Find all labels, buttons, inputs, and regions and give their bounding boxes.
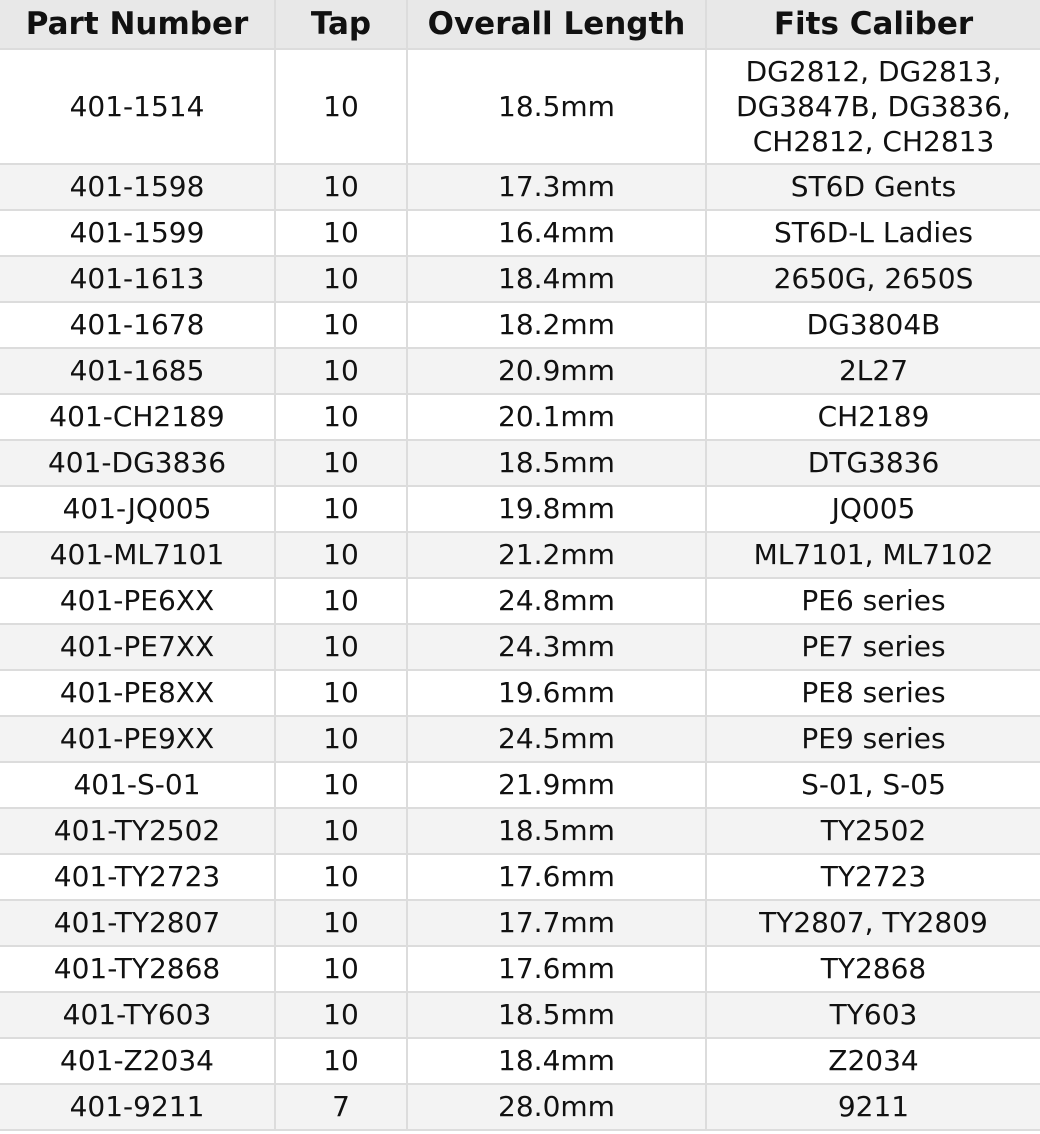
overall-length-cell: 18.5mm — [407, 440, 706, 486]
table-row — [0, 1038, 1040, 1084]
table-row — [0, 992, 1040, 1038]
fits-caliber-cell: TY603 — [706, 992, 1040, 1038]
overall-length-cell: 18.2mm — [407, 302, 706, 348]
table-body — [0, 49, 1040, 1130]
overall-length-cell: 24.5mm — [407, 716, 706, 762]
part-number-cell: 401-PE6XX — [0, 578, 275, 624]
part-number-cell: 401-1599 — [0, 210, 275, 256]
part-number-cell: 401-CH2189 — [0, 394, 275, 440]
overall-length-cell: 24.3mm — [407, 624, 706, 670]
overall-length-cell: 16.4mm — [407, 210, 706, 256]
table-row — [0, 532, 1040, 578]
table-row — [0, 49, 1040, 164]
part-number-cell: 401-1613 — [0, 256, 275, 302]
table-row — [0, 946, 1040, 992]
part-number-cell: 401-TY2723 — [0, 854, 275, 900]
overall-length-cell: 21.9mm — [407, 762, 706, 808]
tap-cell: 10 — [275, 394, 407, 440]
fits-caliber-cell: JQ005 — [706, 486, 1040, 532]
fits-caliber-cell: ST6D-L Ladies — [706, 210, 1040, 256]
fits-caliber-cell: TY2807, TY2809 — [706, 900, 1040, 946]
table-row — [0, 578, 1040, 624]
part-number-cell: 401-JQ005 — [0, 486, 275, 532]
part-number-cell: 401-PE9XX — [0, 716, 275, 762]
table-row — [0, 854, 1040, 900]
tap-cell: 10 — [275, 532, 407, 578]
table-row — [0, 900, 1040, 946]
table-header — [0, 0, 1040, 49]
part-number-cell: 401-9211 — [0, 1084, 275, 1130]
overall-length-cell: 19.8mm — [407, 486, 706, 532]
tap-cell: 10 — [275, 808, 407, 854]
part-number-cell: 401-1678 — [0, 302, 275, 348]
overall-length-cell: 28.0mm — [407, 1084, 706, 1130]
tap-cell: 10 — [275, 210, 407, 256]
part-number-cell: 401-TY2868 — [0, 946, 275, 992]
overall-length-cell: 21.2mm — [407, 532, 706, 578]
table-row — [0, 624, 1040, 670]
overall-length-cell: 19.6mm — [407, 670, 706, 716]
fits-caliber-cell: PE9 series — [706, 716, 1040, 762]
fits-caliber-cell: TY2723 — [706, 854, 1040, 900]
table-row — [0, 394, 1040, 440]
part-number-cell: 401-TY603 — [0, 992, 275, 1038]
table-row — [0, 256, 1040, 302]
part-number-cell: 401-TY2502 — [0, 808, 275, 854]
fits-caliber-cell: 2650G, 2650S — [706, 256, 1040, 302]
table-row — [0, 348, 1040, 394]
part-number-cell: 401-1598 — [0, 164, 275, 210]
part-number-cell: 401-PE8XX — [0, 670, 275, 716]
header-row — [0, 0, 1040, 49]
table-row — [0, 164, 1040, 210]
tap-cell: 10 — [275, 256, 407, 302]
fits-caliber-cell: DG3804B — [706, 302, 1040, 348]
header-tap: Tap — [275, 0, 407, 49]
table-row — [0, 210, 1040, 256]
part-number-cell: 401-TY2807 — [0, 900, 275, 946]
part-number-cell: 401-DG3836 — [0, 440, 275, 486]
tap-cell: 10 — [275, 762, 407, 808]
table-row — [0, 440, 1040, 486]
overall-length-cell: 18.4mm — [407, 1038, 706, 1084]
tap-cell: 10 — [275, 992, 407, 1038]
tap-cell: 10 — [275, 900, 407, 946]
header-part-number: Part Number — [0, 0, 275, 49]
table-row — [0, 302, 1040, 348]
fits-caliber-cell: PE7 series — [706, 624, 1040, 670]
part-number-cell: 401-PE7XX — [0, 624, 275, 670]
table-row — [0, 808, 1040, 854]
fits-caliber-cell: 9211 — [706, 1084, 1040, 1130]
fits-caliber-cell: 2L27 — [706, 348, 1040, 394]
part-number-cell: 401-Z2034 — [0, 1038, 275, 1084]
overall-length-cell: 18.5mm — [407, 49, 706, 164]
overall-length-cell: 20.9mm — [407, 348, 706, 394]
tap-cell: 10 — [275, 302, 407, 348]
fits-caliber-cell: S-01, S-05 — [706, 762, 1040, 808]
fits-caliber-cell: DTG3836 — [706, 440, 1040, 486]
tap-cell: 7 — [275, 1084, 407, 1130]
header-fits-caliber: Fits Caliber — [706, 0, 1040, 49]
overall-length-cell: 17.6mm — [407, 946, 706, 992]
fits-caliber-cell: ML7101, ML7102 — [706, 532, 1040, 578]
tap-cell: 10 — [275, 1038, 407, 1084]
tap-cell: 10 — [275, 164, 407, 210]
fits-caliber-cell: DG2812, DG2813, DG3847B, DG3836, CH2812, CH2813 — [706, 49, 1040, 164]
tap-cell: 10 — [275, 49, 407, 164]
tap-cell: 10 — [275, 578, 407, 624]
fits-caliber-cell: ST6D Gents — [706, 164, 1040, 210]
tap-cell: 10 — [275, 486, 407, 532]
header-overall-length: Overall Length — [407, 0, 706, 49]
table-row — [0, 1084, 1040, 1130]
overall-length-cell: 20.1mm — [407, 394, 706, 440]
overall-length-cell: 17.7mm — [407, 900, 706, 946]
part-number-cell: 401-1685 — [0, 348, 275, 394]
part-number-cell: 401-ML7101 — [0, 532, 275, 578]
fits-caliber-cell: PE6 series — [706, 578, 1040, 624]
overall-length-cell: 17.3mm — [407, 164, 706, 210]
part-number-cell: 401-S-01 — [0, 762, 275, 808]
table-row — [0, 486, 1040, 532]
tap-cell: 10 — [275, 440, 407, 486]
tap-cell: 10 — [275, 670, 407, 716]
tap-cell: 10 — [275, 348, 407, 394]
part-number-cell: 401-1514 — [0, 49, 275, 164]
fits-caliber-cell: CH2189 — [706, 394, 1040, 440]
fits-caliber-cell: Z2034 — [706, 1038, 1040, 1084]
overall-length-cell: 18.5mm — [407, 992, 706, 1038]
table-row — [0, 762, 1040, 808]
tap-cell: 10 — [275, 946, 407, 992]
overall-length-cell: 18.5mm — [407, 808, 706, 854]
tap-cell: 10 — [275, 716, 407, 762]
tap-cell: 10 — [275, 624, 407, 670]
overall-length-cell: 18.4mm — [407, 256, 706, 302]
overall-length-cell: 17.6mm — [407, 854, 706, 900]
table-row — [0, 716, 1040, 762]
tap-cell: 10 — [275, 854, 407, 900]
fits-caliber-cell: TY2868 — [706, 946, 1040, 992]
fits-caliber-cell: TY2502 — [706, 808, 1040, 854]
table-row — [0, 670, 1040, 716]
overall-length-cell: 24.8mm — [407, 578, 706, 624]
fits-caliber-cell: PE8 series — [706, 670, 1040, 716]
